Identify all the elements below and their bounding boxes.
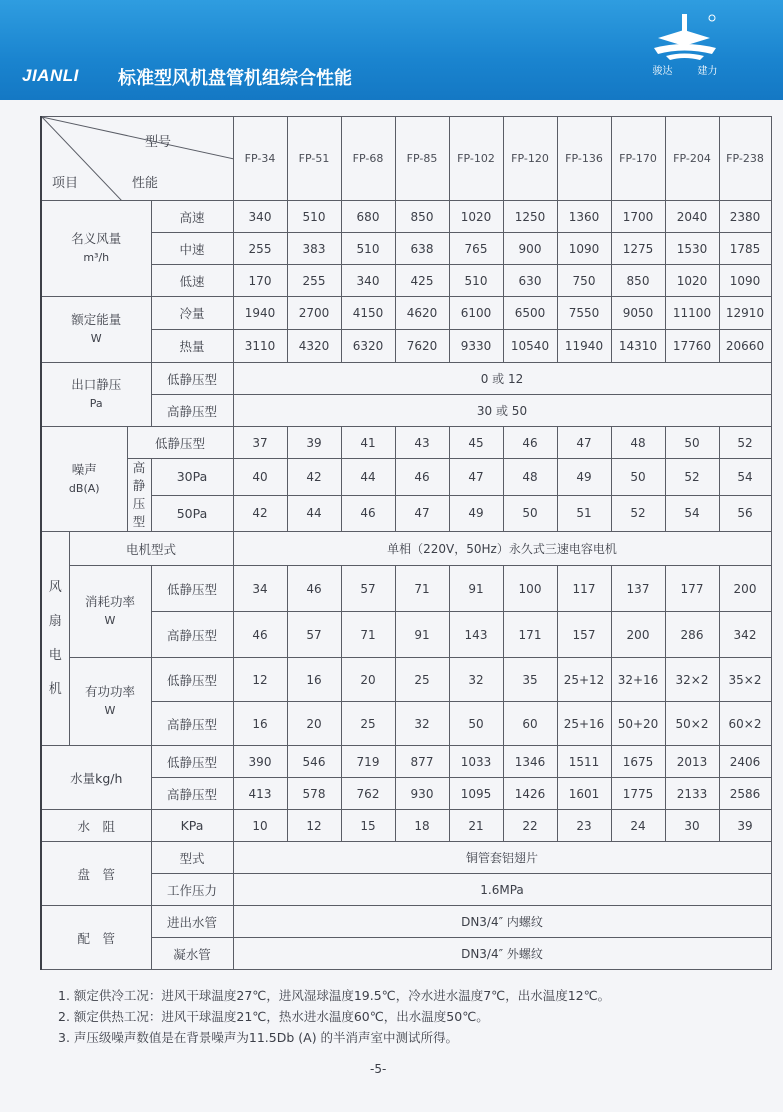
value-cell: 638 [395,233,449,265]
water-low-row [41,746,771,778]
value-cell: 57 [341,566,395,612]
value-cell: 1090 [557,233,611,265]
value-cell: 54 [665,495,719,532]
value-cell: 71 [341,612,395,658]
value-cell: 42 [287,459,341,496]
value-cell: 750 [557,265,611,297]
coil-label: 盘 管 [41,842,151,906]
airflow-low-row [41,265,771,297]
merged-value-cell: 铜管套铝翅片 [233,842,771,874]
value-cell: 25+16 [557,702,611,746]
value-cell: 2406 [719,746,771,778]
value-cell: 1530 [665,233,719,265]
value-cell: 1095 [449,778,503,810]
value-cell: 10 [233,810,287,842]
value-cell: 680 [341,201,395,233]
value-cell: 510 [287,201,341,233]
corner-perf-label: 性能 [132,176,159,191]
value-cell: 4320 [287,330,341,363]
row-label: 高静压型 [151,702,233,746]
value-cell: 286 [665,612,719,658]
model-header: FP-68 [341,117,395,201]
model-header: FP-120 [503,117,557,201]
model-header: FP-204 [665,117,719,201]
value-cell: 52 [611,495,665,532]
value-cell: 546 [287,746,341,778]
value-cell: 578 [287,778,341,810]
row-label: 低静压型 [151,746,233,778]
row-label: 低速 [151,265,233,297]
value-cell: 37 [233,427,287,459]
value-cell: 340 [233,201,287,233]
value-cell: 35 [503,658,557,702]
capacity-heat-row [41,330,771,363]
page-header [0,0,783,100]
value-cell: 20660 [719,330,771,363]
value-cell: 1940 [233,297,287,330]
row-label: 型式 [151,842,233,874]
pressure-label: 出口静压 Pa [41,363,151,427]
footnotes [58,985,610,1048]
value-cell: 39 [287,427,341,459]
value-cell: 100 [503,566,557,612]
value-cell: 6320 [341,330,395,363]
value-cell: 1675 [611,746,665,778]
company-logo [640,10,730,82]
consumed-power-label: 消耗功率 W [69,566,151,658]
value-cell: 1275 [611,233,665,265]
value-cell: 2380 [719,201,771,233]
logo-text-right: 建力 [697,66,718,77]
model-header: FP-170 [611,117,665,201]
merged-value-cell: 30 或 50 [233,395,771,427]
value-cell: 18 [395,810,449,842]
value-cell: 44 [287,495,341,532]
noise-label: 噪声 dB(A) [41,427,127,532]
value-cell: 630 [503,265,557,297]
page-title: 标准型风机盘管机组综合性能 [118,68,352,89]
value-cell: 41 [341,427,395,459]
model-header: FP-34 [233,117,287,201]
corner-cell [41,117,233,201]
value-cell: 23 [557,810,611,842]
value-cell: 2700 [287,297,341,330]
value-cell: 6100 [449,297,503,330]
value-cell: 762 [341,778,395,810]
value-cell: 32 [395,702,449,746]
row-label: 工作压力 [151,874,233,906]
row-label: 中速 [151,233,233,265]
value-cell: 25 [341,702,395,746]
value-cell: 157 [557,612,611,658]
value-cell: 50 [503,495,557,532]
model-header: FP-51 [287,117,341,201]
logo-text-left: 骏达 [652,66,673,77]
value-cell: 930 [395,778,449,810]
value-cell: 390 [233,746,287,778]
value-cell: 9050 [611,297,665,330]
value-cell: 50+20 [611,702,665,746]
value-cell: 1020 [449,201,503,233]
value-cell: 49 [449,495,503,532]
row-label: 进出水管 [151,906,233,938]
value-cell: 40 [233,459,287,496]
value-cell: 46 [503,427,557,459]
value-cell: 34 [233,566,287,612]
value-cell: 340 [341,265,395,297]
value-cell: 4150 [341,297,395,330]
value-cell: 850 [395,201,449,233]
row-label: 凝水管 [151,938,233,970]
value-cell: 137 [611,566,665,612]
value-cell: 117 [557,566,611,612]
value-cell: 1033 [449,746,503,778]
value-cell: 47 [449,459,503,496]
effective-low-row [41,658,771,702]
performance-table [40,116,772,970]
value-cell: 44 [341,459,395,496]
value-cell: 11940 [557,330,611,363]
value-cell: 56 [719,495,771,532]
value-cell: 510 [449,265,503,297]
value-cell: 383 [287,233,341,265]
value-cell: 425 [395,265,449,297]
value-cell: 12910 [719,297,771,330]
value-cell: 7550 [557,297,611,330]
value-cell: 1360 [557,201,611,233]
value-cell: 39 [719,810,771,842]
value-cell: 2586 [719,778,771,810]
water-resistance-label: 水 阻 [41,810,151,842]
airflow-label: 名义风量 m³/h [41,201,151,297]
value-cell: 91 [395,612,449,658]
consumed-high-row [41,612,771,658]
value-cell: 12 [233,658,287,702]
noise-high-label: 高静 压型 [127,459,151,532]
value-cell: 20 [341,658,395,702]
value-cell: 52 [719,427,771,459]
row-label: 低静压型 [127,427,233,459]
value-cell: 32+16 [611,658,665,702]
pressure-low-row [41,363,771,395]
value-cell: 719 [341,746,395,778]
value-cell: 46 [233,612,287,658]
value-cell: 50 [611,459,665,496]
value-cell: 25+12 [557,658,611,702]
model-header: FP-238 [719,117,771,201]
effective-high-row [41,702,771,746]
pressure-high-row [41,395,771,427]
value-cell: 16 [233,702,287,746]
logo-icon [640,10,730,62]
piping-water-row [41,906,771,938]
unit-label: KPa [151,810,233,842]
merged-value-cell: 1.6MPa [233,874,771,906]
value-cell: 16 [287,658,341,702]
value-cell: 57 [287,612,341,658]
value-cell: 20 [287,702,341,746]
value-cell: 25 [395,658,449,702]
value-cell: 46 [341,495,395,532]
value-cell: 21 [449,810,503,842]
footnote: 1. 额定供冷工况：进风干球温度27℃，进风湿球温度19.5℃，冷水进水温度7℃，出水温度12℃。 [58,988,611,1003]
value-cell: 10540 [503,330,557,363]
motor-type-row [41,532,771,566]
motor-label: 风 扇 电 机 [41,532,69,746]
value-cell: 60 [503,702,557,746]
corner-item-label: 项目 [52,176,79,191]
value-cell: 30 [665,810,719,842]
value-cell: 171 [503,612,557,658]
piping-label: 配 管 [41,906,151,970]
value-cell: 48 [611,427,665,459]
row-label: 高静压型 [151,395,233,427]
value-cell: 170 [233,265,287,297]
motor-type-label: 电机型式 [69,532,233,566]
value-cell: 50×2 [665,702,719,746]
value-cell: 413 [233,778,287,810]
value-cell: 15 [341,810,395,842]
value-cell: 850 [611,265,665,297]
value-cell: 6500 [503,297,557,330]
value-cell: 32×2 [665,658,719,702]
value-cell: 2013 [665,746,719,778]
noise-50pa-row [41,495,771,532]
row-label: 低静压型 [151,658,233,702]
consumed-low-row [41,566,771,612]
value-cell: 50 [665,427,719,459]
row-label: 低静压型 [151,566,233,612]
value-cell: 2133 [665,778,719,810]
header-row [41,117,771,201]
value-cell: 7620 [395,330,449,363]
value-cell: 200 [611,612,665,658]
water-resistance-row [41,810,771,842]
water-flow-label: 水量kg/h [41,746,151,810]
value-cell: 3110 [233,330,287,363]
model-header: FP-102 [449,117,503,201]
value-cell: 54 [719,459,771,496]
noise-30pa-row [41,459,771,496]
value-cell: 43 [395,427,449,459]
value-cell: 4620 [395,297,449,330]
value-cell: 342 [719,612,771,658]
value-cell: 1511 [557,746,611,778]
value-cell: 60×2 [719,702,771,746]
water-high-row [41,778,771,810]
row-label: 冷量 [151,297,233,330]
value-cell: 50 [449,702,503,746]
model-header: FP-85 [395,117,449,201]
value-cell: 11100 [665,297,719,330]
effective-power-label: 有功功率 W [69,658,151,746]
value-cell: 14310 [611,330,665,363]
value-cell: 1090 [719,265,771,297]
coil-pressure-row [41,874,771,906]
value-cell: 1601 [557,778,611,810]
value-cell: 91 [449,566,503,612]
capacity-label: 额定能量 W [41,297,151,363]
value-cell: 35×2 [719,658,771,702]
merged-value-cell: DN3/4″ 内螺纹 [233,906,771,938]
value-cell: 143 [449,612,503,658]
airflow-mid-row [41,233,771,265]
value-cell: 1346 [503,746,557,778]
value-cell: 9330 [449,330,503,363]
value-cell: 51 [557,495,611,532]
value-cell: 24 [611,810,665,842]
value-cell: 877 [395,746,449,778]
value-cell: 48 [503,459,557,496]
footnote: 3. 声压级噪声数值是在背景噪声为11.5Db (A) 的半消声室中测试所得。 [58,1030,459,1045]
value-cell: 42 [233,495,287,532]
value-cell: 49 [557,459,611,496]
value-cell: 1020 [665,265,719,297]
footnote: 2. 额定供热工况：进风干球温度21℃，热水进水温度60℃，出水温度50℃。 [58,1009,489,1024]
row-label: 高静压型 [151,612,233,658]
value-cell: 1426 [503,778,557,810]
value-cell: 32 [449,658,503,702]
value-cell: 177 [665,566,719,612]
value-cell: 765 [449,233,503,265]
value-cell: 510 [341,233,395,265]
coil-type-row [41,842,771,874]
value-cell: 12 [287,810,341,842]
value-cell: 52 [665,459,719,496]
merged-value-cell: DN3/4″ 外螺纹 [233,938,771,970]
value-cell: 200 [719,566,771,612]
value-cell: 47 [395,495,449,532]
row-label: 30Pa [151,459,233,496]
motor-type-value: 单相（220V，50Hz）永久式三速电容电机 [233,532,771,566]
value-cell: 2040 [665,201,719,233]
row-label: 高速 [151,201,233,233]
merged-value-cell: 0 或 12 [233,363,771,395]
value-cell: 1775 [611,778,665,810]
row-label: 低静压型 [151,363,233,395]
model-header: FP-136 [557,117,611,201]
row-label: 热量 [151,330,233,363]
value-cell: 22 [503,810,557,842]
airflow-high-row [41,201,771,233]
value-cell: 46 [395,459,449,496]
value-cell: 255 [233,233,287,265]
value-cell: 1250 [503,201,557,233]
noise-low-row [41,427,771,459]
value-cell: 1700 [611,201,665,233]
value-cell: 255 [287,265,341,297]
value-cell: 1785 [719,233,771,265]
corner-model-label: 型号 [145,135,172,150]
value-cell: 900 [503,233,557,265]
value-cell: 46 [287,566,341,612]
value-cell: 47 [557,427,611,459]
brand-name: JIANLI [22,66,79,85]
piping-drain-row [41,938,771,970]
value-cell: 71 [395,566,449,612]
value-cell: 17760 [665,330,719,363]
row-label: 高静压型 [151,778,233,810]
value-cell: 45 [449,427,503,459]
capacity-cool-row [41,297,771,330]
page-number: -5- [370,1062,387,1076]
row-label: 50Pa [151,495,233,532]
